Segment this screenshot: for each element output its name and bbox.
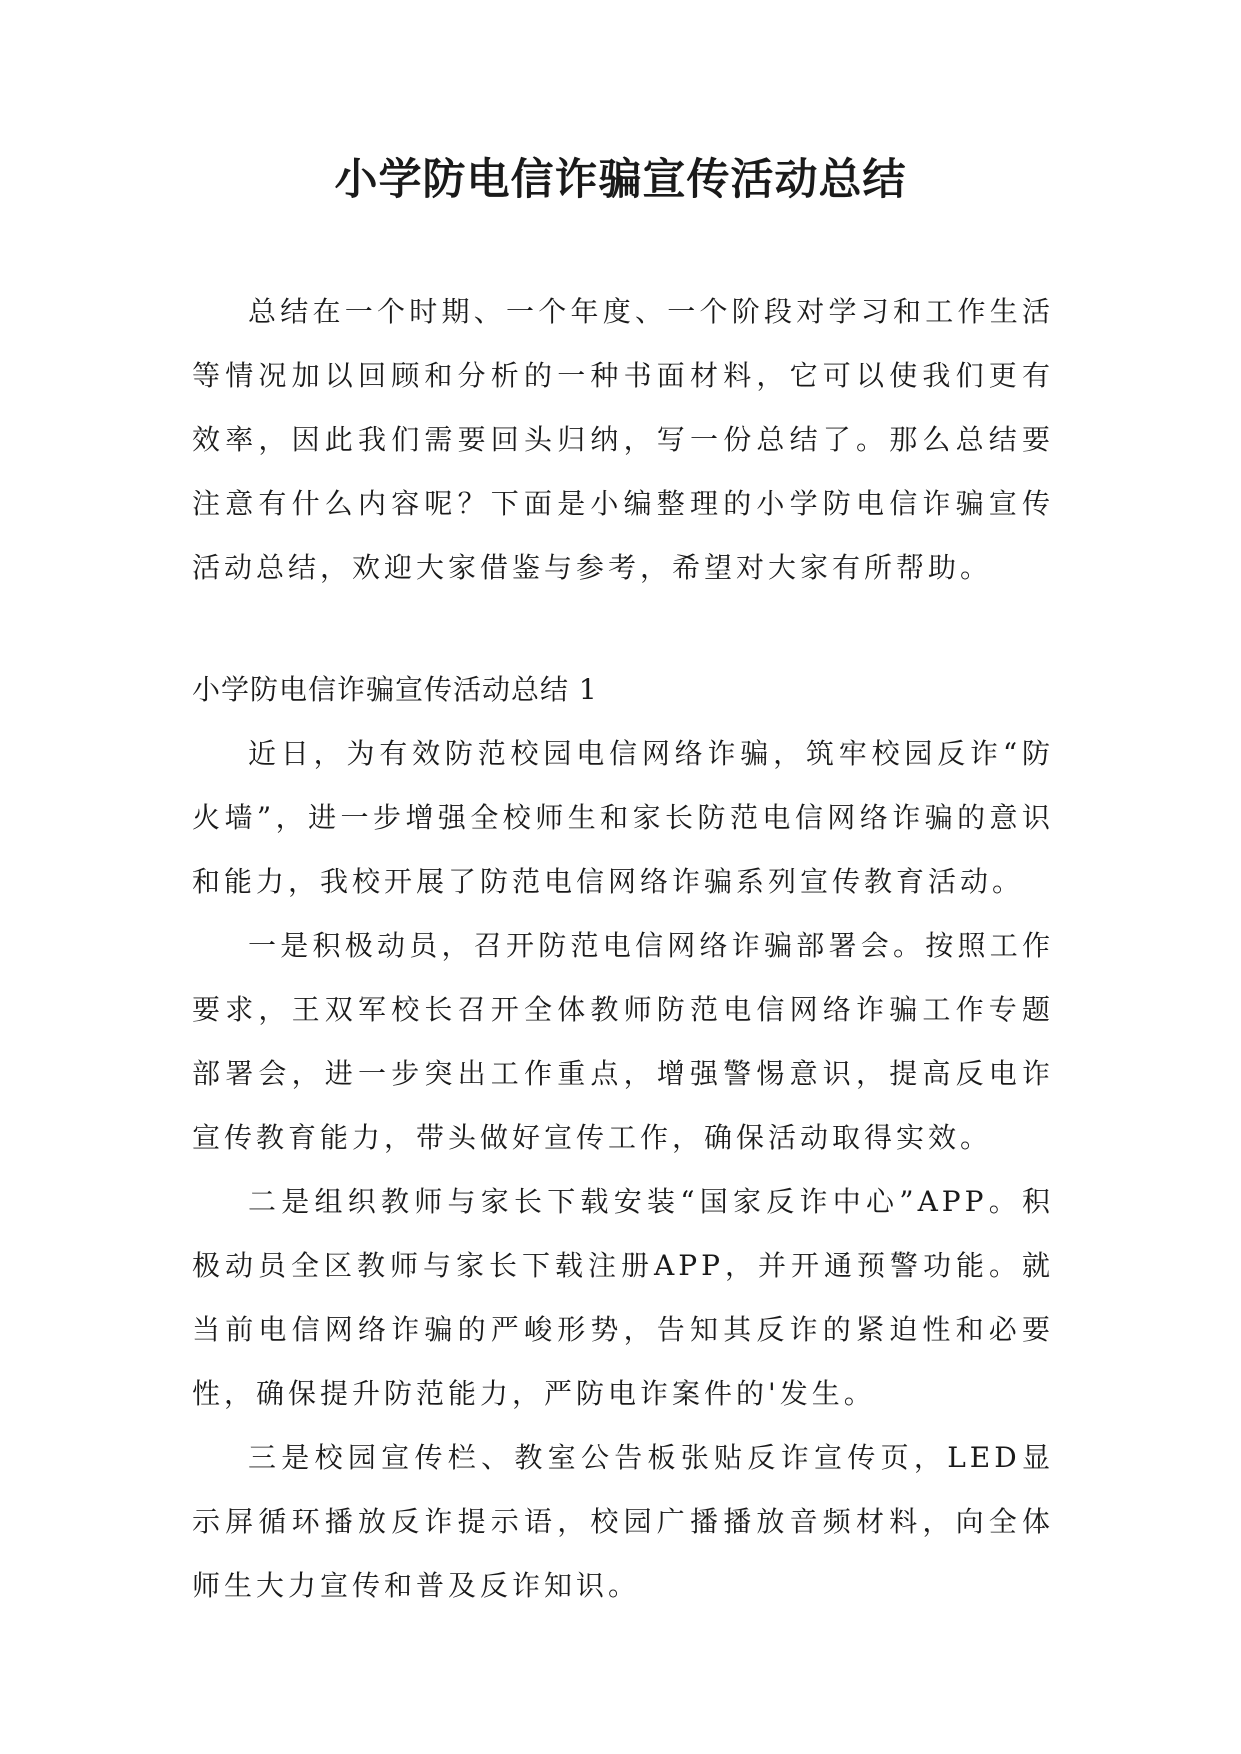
intro-paragraph: 总结在一个时期、一个年度、一个阶段对学习和工作生活等情况加以回顾和分析的一种书面材料，它可以使我们更有效率，因此我们需要回头归纳，写一份总结了。那么总结要注意有什么内容呢？下面是小编整理的小学防电信诈骗宣传活动总结，欢迎大家借鉴与参考，希望对大家有所帮助。 [192, 295, 1054, 584]
body-paragraph-3: 二是组织教师与家长下载安装“国家反诈中心”APP。积极动员全区教师与家长下载注册APP，并开通预警功能。就当前电信网络诈骗的严峻形势，告知其反诈的紧迫性和必要性，确保提升防范能力，严防电诈案件的'发生。 [192, 1185, 1054, 1410]
body-paragraph-2: 一是积极动员，召开防范电信网络诈骗部署会。按照工作要求，王双军校长召开全体教师防范电信网络诈骗工作专题部署会，进一步突出工作重点，增强警惕意识，提高反电诈宣传教育能力，带头做好宣传工作，确保活动取得实效。 [192, 929, 1054, 1154]
section-heading: 小学防电信诈骗宣传活动总结 1 [192, 673, 598, 706]
document-body [192, 280, 1054, 1618]
document-title: 小学防电信诈骗宣传活动总结 [334, 155, 907, 205]
body-paragraph-1: 近日，为有效防范校园电信网络诈骗，筑牢校园反诈“防火墙”，进一步增强全校师生和家长防范电信网络诈骗的意识和能力，我校开展了防范电信网络诈骗系列宣传教育活动。 [192, 737, 1054, 898]
body-paragraph-4: 三是校园宣传栏、教室公告板张贴反诈宣传页，LED显示屏循环播放反诈提示语，校园广播播放音频材料，向全体师生大力宣传和普及反诈知识。 [192, 1441, 1054, 1602]
